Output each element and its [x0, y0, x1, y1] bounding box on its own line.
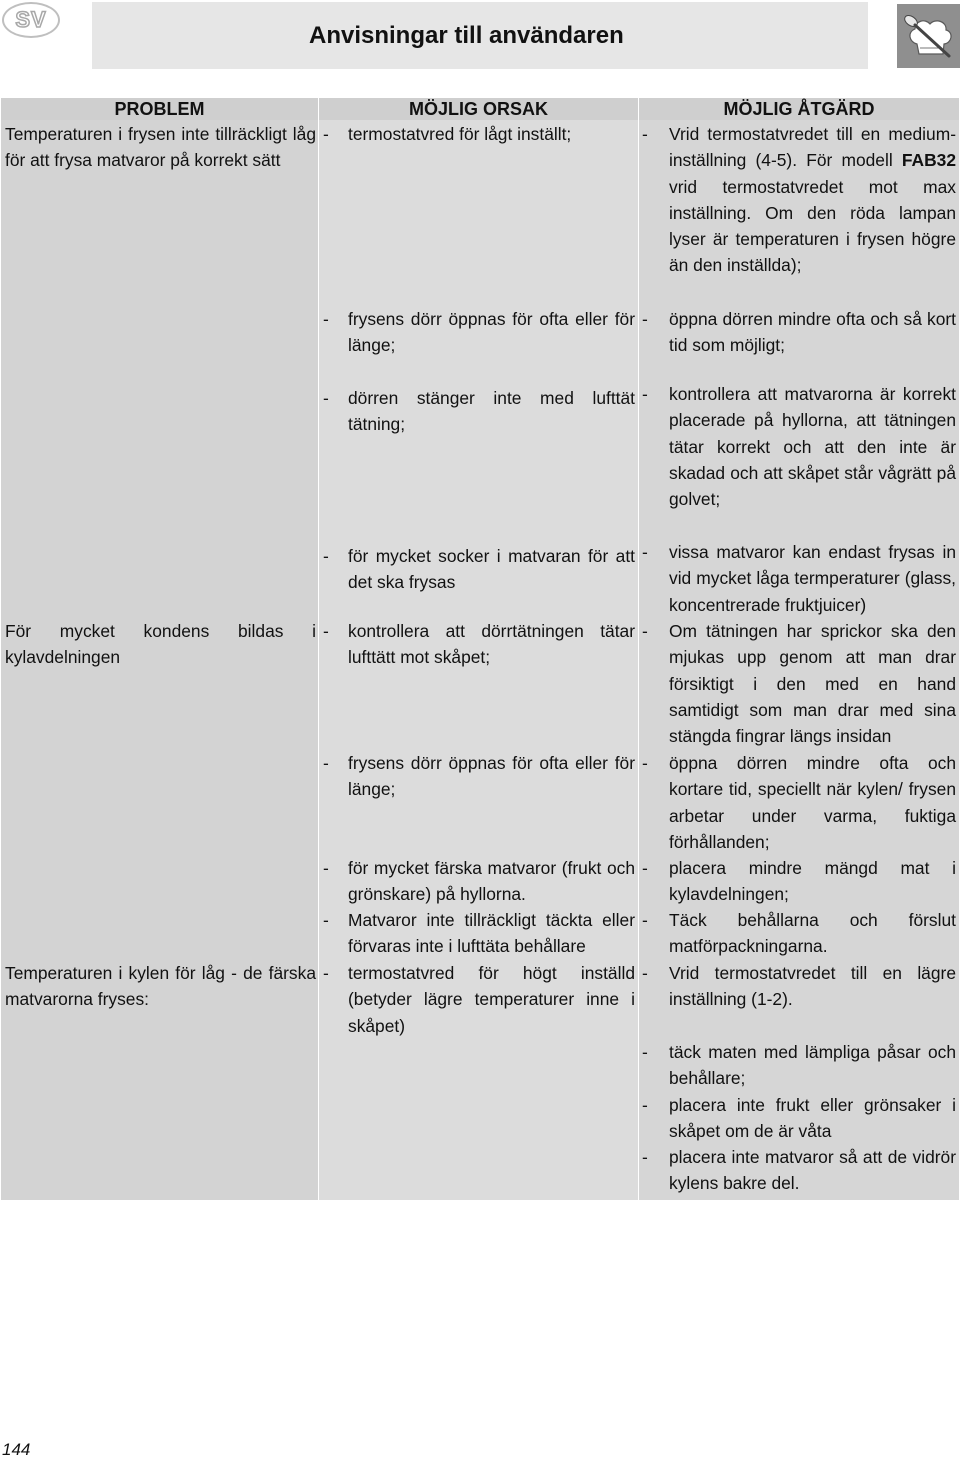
chef-hat-spoon-icon	[897, 4, 960, 68]
action-item: - placera mindre mängd mat i kylavdelningen;	[642, 858, 956, 905]
cause-item: - kontrollera att dörrtätningen tätar lufttätt mot skåpet;	[323, 621, 635, 668]
action-item: - Vrid termostatvredet till en medium-inställning (4-5). För modell FAB32 vrid termostatvredet mot max inställning. Om den röda lampan lyser är temperaturen i frysen högre än den inställda);	[642, 124, 956, 276]
column-header-problem: PROBLEM	[1, 98, 318, 120]
action-item: - Täck behållarna och förslut matförpackningarna.	[642, 910, 956, 957]
cause-item: - Matvaror inte tillräckligt täckta eller förvaras inte i lufttäta behållare	[323, 910, 635, 957]
column-header-action: MÖJLIG ÅTGÄRD	[639, 98, 959, 120]
action-item: - Om tätningen har sprickor ska den mjukas upp genom att man drar försiktigt i den med en hand samtidigt som man drar med sina stängda fingrar längs insidan	[642, 621, 956, 747]
problem-column	[1, 98, 318, 1200]
cause-item: - termostatvred för lågt inställt;	[323, 124, 572, 144]
action-item: - placera inte matvaror så att de vidrör kylens bakre del.	[642, 1147, 956, 1194]
cause-item: - frysens dörr öppnas för ofta eller för länge;	[323, 309, 635, 356]
language-badge	[2, 2, 60, 38]
column-header-cause: MÖJLIG ORSAK	[319, 98, 638, 120]
action-item: - öppna dörren mindre ofta och så kort tid som möjligt;	[642, 309, 956, 356]
troubleshooting-table	[1, 98, 959, 1200]
action-item: - täck maten med lämpliga påsar och behållare;	[642, 1042, 956, 1089]
header-bar	[92, 2, 868, 69]
cause-item: - dörren stänger inte med lufttät tätning;	[323, 388, 635, 435]
cause-item: - frysens dörr öppnas för ofta eller för länge;	[323, 753, 635, 800]
page-title: Anvisningar till användaren	[309, 21, 624, 49]
action-item: - Vrid termostatvredet till en lägre inställning (1-2).	[642, 963, 956, 1010]
cause-column	[319, 98, 638, 1200]
action-item: - kontrollera att matvarorna är korrekt placerade på hyllorna, att tätningen tätar korrekt och att den inte är skadad och att skåpet står vågrätt på golvet;	[642, 384, 956, 510]
action-item: - vissa matvaror kan endast frysas in vid mycket låga termperaturer (glass, koncentrerade fruktjuicer)	[642, 542, 956, 615]
page-number: 144	[2, 1440, 31, 1459]
cause-item: - för mycket färska matvaror (frukt och grönskare) på hyllorna.	[323, 858, 635, 905]
cause-item: - för mycket socker i matvaran för att det ska frysas	[323, 546, 635, 593]
problem-cell: För mycket kondens bildas i kylavdelningen	[5, 621, 316, 668]
problem-cell: Temperaturen i kylen för låg - de färska matvarorna fryses:	[5, 963, 316, 1010]
action-item: - placera inte frukt eller grönsaker i skåpet om de är våta	[642, 1095, 956, 1142]
action-column	[639, 98, 959, 1200]
action-item: - öppna dörren mindre ofta och kortare tid, speciellt när kylen/ frysen arbetar under varma, fuktiga förhållanden;	[642, 753, 956, 852]
cause-item: - termostatvred för högt inställd (betyder lägre temperaturer inne i skåpet)	[323, 963, 635, 1036]
problem-cell: Temperaturen i frysen inte tillräckligt låg för att frysa matvaror på korrekt sätt	[5, 124, 316, 171]
language-code: SV	[15, 7, 47, 32]
